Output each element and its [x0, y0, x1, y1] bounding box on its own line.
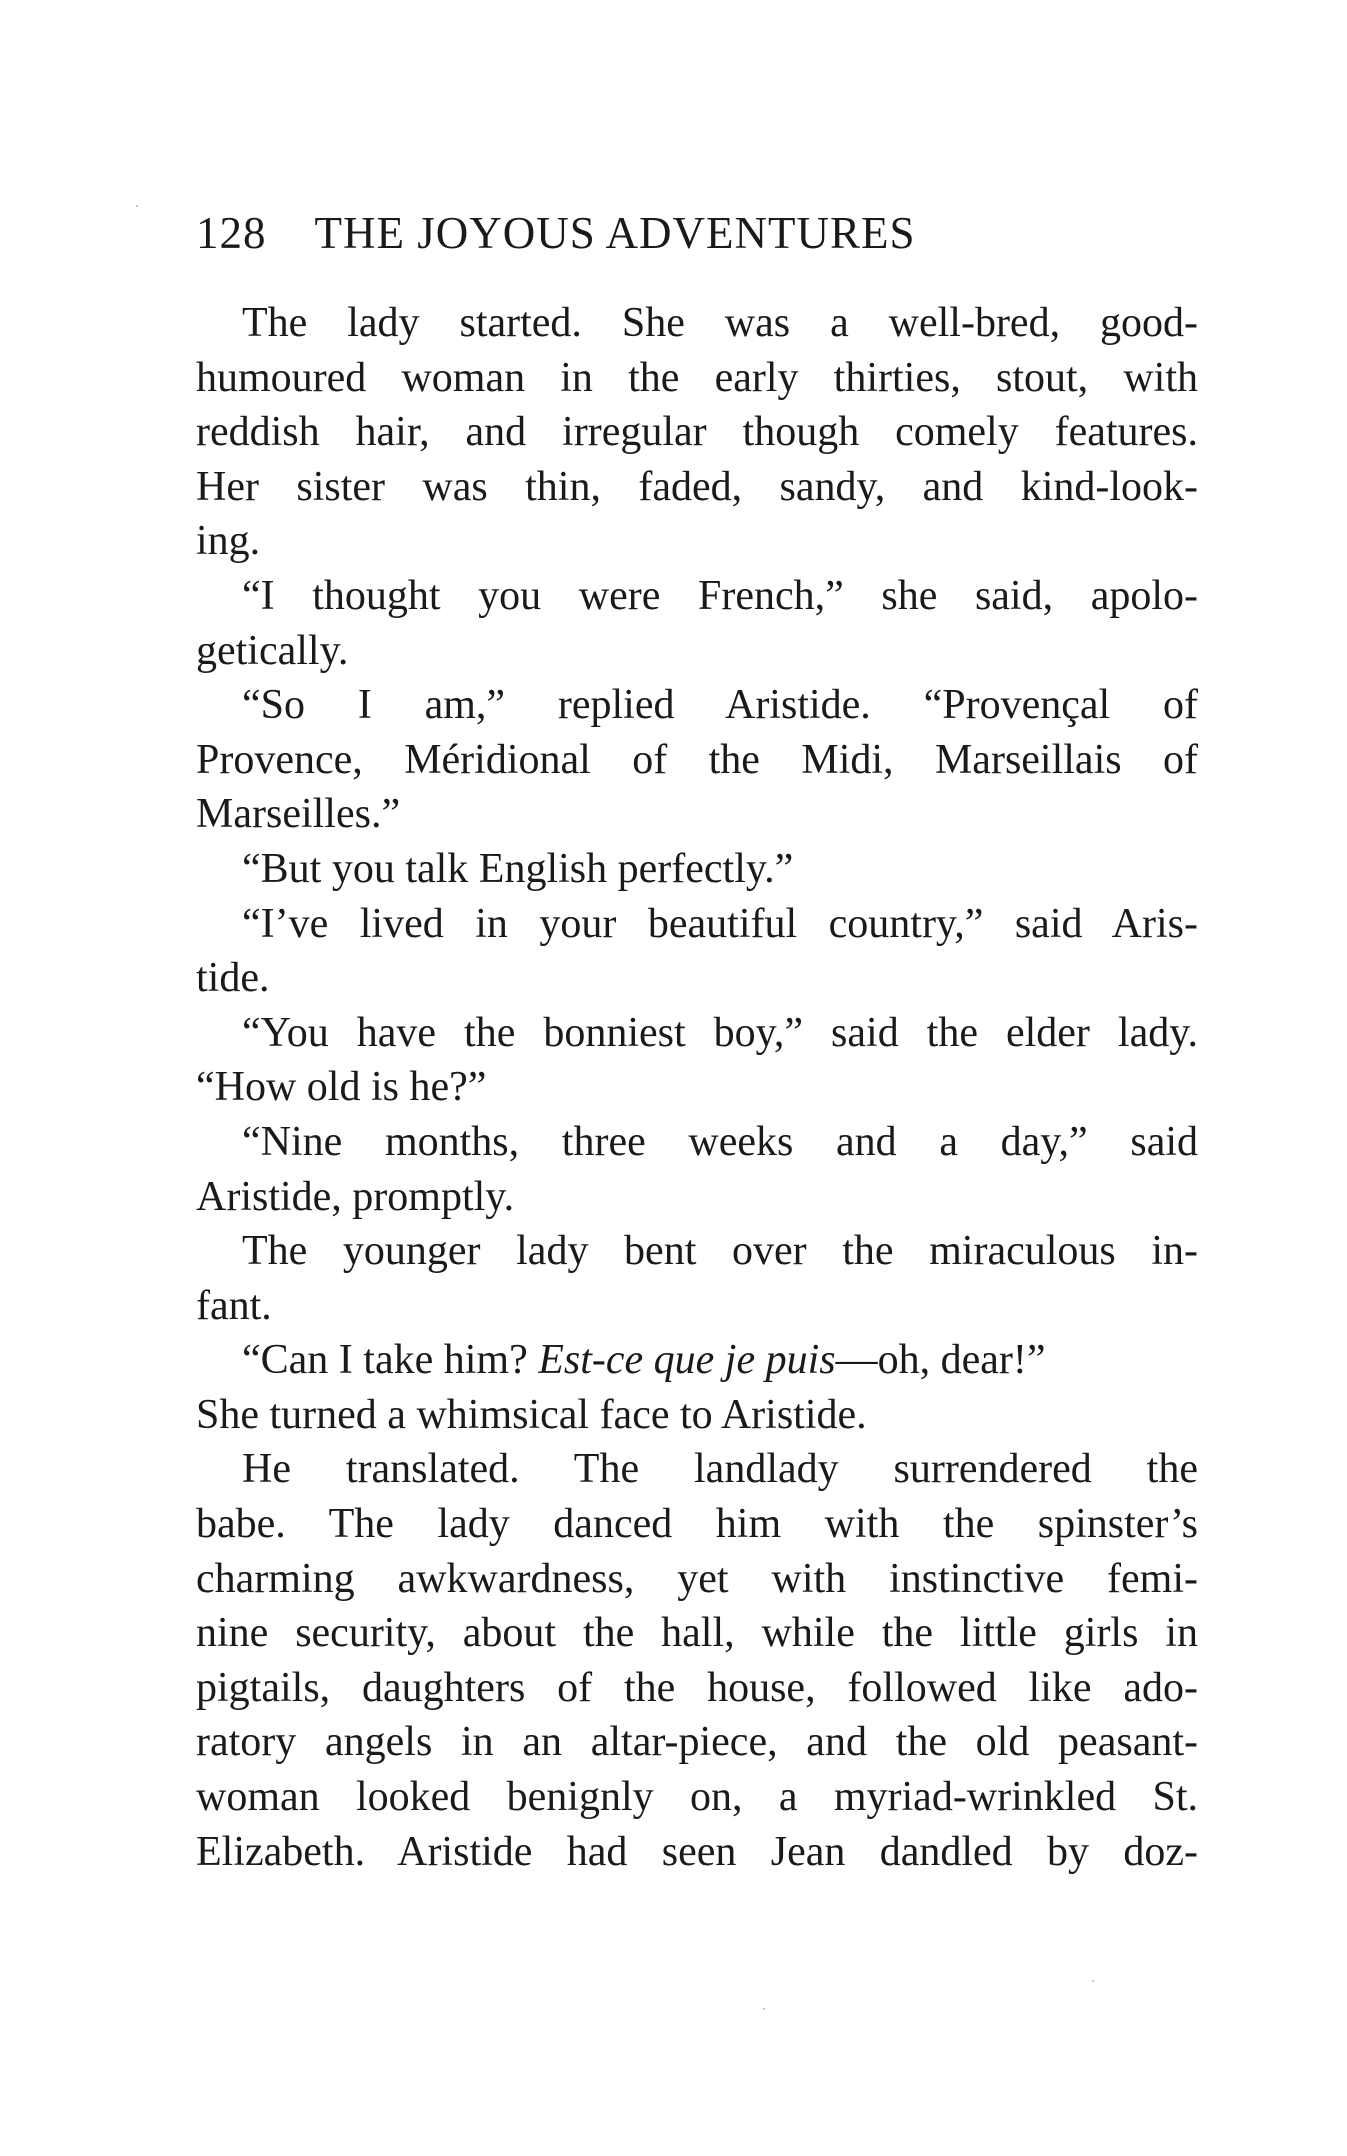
text-line: fant. [196, 1282, 272, 1329]
body-text [196, 296, 1198, 1879]
italic-french-phrase: Est-ce que je puis [538, 1337, 836, 1384]
text-segment: “Can I take him? [242, 1337, 539, 1384]
text-line: “How old is he?” [196, 1064, 487, 1111]
text-line: The younger lady bent over the miraculous in- [242, 1228, 1198, 1275]
text-line: getically. [196, 627, 349, 674]
text-line-with-italic [196, 1333, 1198, 1388]
text-line: reddish hair, and irregular though comely features. [196, 409, 1198, 456]
text-line: “I thought you were French,” she said, apolo- [242, 572, 1198, 619]
text-line: pigtails, daughters of the house, followed like ado- [196, 1664, 1198, 1711]
text-line: charming awkwardness, yet with instinctive femi- [196, 1555, 1198, 1602]
text-line: nine security, about the hall, while the little girls in [196, 1610, 1198, 1657]
paper-speck [1092, 1980, 1094, 1982]
text-segment: —oh, dear!” [835, 1337, 1046, 1384]
text-line: humoured woman in the early thirties, stout, with [196, 354, 1198, 401]
text-line: woman looked benignly on, a myriad-wrinkled St. [196, 1774, 1198, 1821]
text-line: “But you talk English perfectly.” [242, 845, 794, 892]
page-number: 128 [196, 208, 267, 258]
text-line: She turned a whimsical face to Aristide. [196, 1391, 867, 1438]
text-line: tide. [196, 955, 270, 1002]
running-header [196, 205, 1066, 261]
text-line: ratory angels in an altar-piece, and the old peasant- [196, 1719, 1198, 1766]
text-line: He translated. The landlady surrendered the [242, 1446, 1198, 1493]
running-title: THE JOYOUS ADVENTURES [314, 208, 916, 258]
text-line: ing. [196, 518, 261, 565]
text-line: The lady started. She was a well-bred, good- [242, 300, 1198, 346]
text-line: Provence, Méridional of the Midi, Marseillais of [196, 736, 1198, 783]
paper-speck [136, 205, 138, 207]
text-line: Aristide, promptly. [196, 1173, 515, 1220]
text-line: “You have the bonniest boy,” said the elder lady. [242, 1009, 1198, 1056]
text-line: Marseilles.” [196, 791, 401, 838]
text-line: Elizabeth. Aristide had seen Jean dandled by doz- [196, 1828, 1198, 1875]
text-line: “I’ve lived in your beautiful country,” said Aris- [242, 900, 1198, 947]
text-line: “So I am,” replied Aristide. “Provençal of [242, 682, 1198, 729]
text-line: babe. The lady danced him with the spinster’s [196, 1501, 1198, 1548]
text-line: Her sister was thin, faded, sandy, and kind-look- [196, 463, 1198, 510]
paper-speck [763, 2008, 765, 2010]
text-line: “Nine months, three weeks and a day,” said [242, 1118, 1198, 1165]
